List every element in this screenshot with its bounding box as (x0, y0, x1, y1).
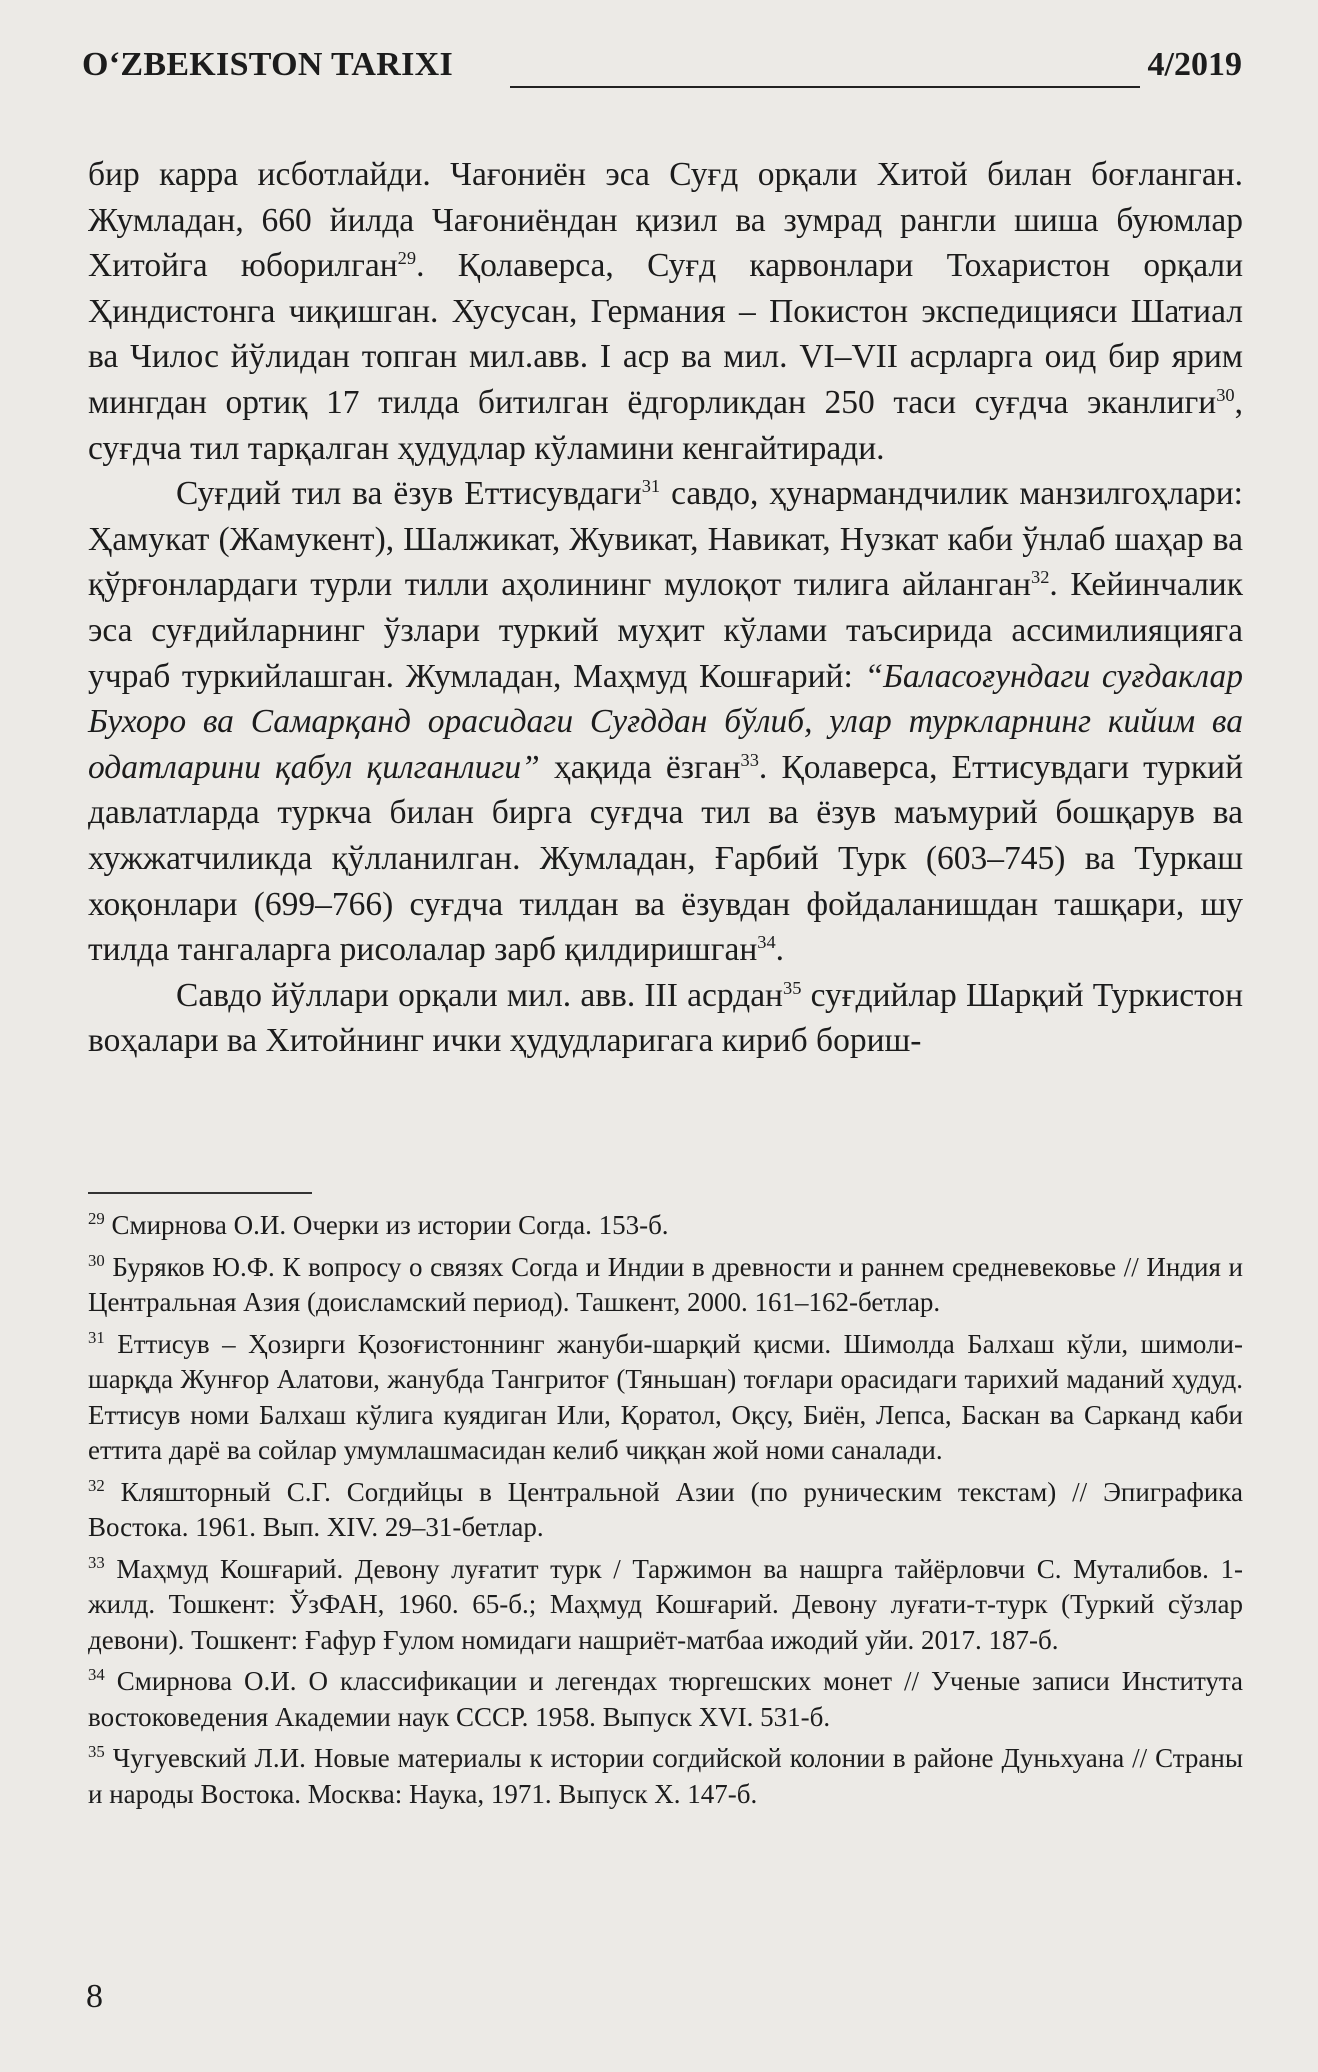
footnote-number: 33 (88, 1552, 105, 1572)
journal-title: O‘ZBEKISTON TARIXI (82, 46, 454, 83)
footnote-text: Еттисув – Ҳозирги Қозоғистоннинг жануби-шарқий қисми. Шимолда Балхаш кўли, шимоли-шарқда Жунғор Алатови, жанубда Тангритоғ (Тяньшан) тоғлари орасидаги тарихий маданий ҳудуд. Еттисув номи Балхаш кўлига куядиган Или, Қоратол, Оқсу, Биён, Лепса, Баскан ва Сарканд каби еттита дарё ва сойлар умумлашмасидан келиб чиққан жой номи саналади. (88, 1328, 1243, 1465)
text-run: бир карра исботлайди. Чағониён эса Суғд орқали Хитой билан боғланган. Жумладан, 660 йилда Чағониёндан қизил ва зумрад рангли шиша буюмлар Хитойга юборилган (88, 156, 1243, 285)
footnote-text: Буряков Ю.Ф. К вопросу о связях Согда и Индии в древности и раннем средневековье // Индия и Центральная Азия (доисламский период). Ташкент, 2000. 161–162-бетлар. (88, 1251, 1243, 1317)
issue-number: 4/2019 (1147, 46, 1242, 83)
footnote-32 (88, 1475, 1243, 1546)
footnote-number: 29 (88, 1209, 105, 1228)
footnote-number: 32 (88, 1475, 105, 1495)
article-body (88, 152, 1243, 1064)
footnote-number: 31 (88, 1327, 105, 1347)
footnote-ref-30[interactable]: 30 (1216, 384, 1235, 405)
footnote-29 (88, 1208, 1243, 1244)
footnote-ref-32[interactable]: 32 (1030, 567, 1050, 588)
footnote-number: 35 (88, 1742, 105, 1761)
text-run: , суғдча тил тарқалган ҳудудлар кўламини кенгайтиради. (88, 383, 1243, 467)
footnote-33 (88, 1552, 1243, 1659)
footnote-ref-33[interactable]: 33 (740, 749, 759, 770)
footnote-34 (88, 1664, 1243, 1735)
footnote-number: 34 (88, 1665, 105, 1684)
footnote-ref-35[interactable]: 35 (783, 977, 802, 998)
paragraph-2 (88, 471, 1243, 973)
footnote-text: Маҳмуд Кошғарий. Девону луғатит турк / Таржимон ва нашрга тайёрловчи С. Муталибов. 1-жилд. Тошкент: ЎзФАН, 1960. 65-б.; Маҳмуд Кошғарий. Девону луғати-т-турк (Туркий сўзлар девони). Тошкент: Ғафур Ғулом номидаги нашриёт-матбаа ижодий уйи. 2017. 187-б. (88, 1553, 1243, 1655)
text-run: ҳақида ёзган (539, 748, 741, 786)
quote: “Баласоғундаги суғдаклар Бухоро ва Самарқанд орасидаги Суғддан бўлиб, улар туркларнинг кийим ва одатларини қабул қилганлиги” (88, 657, 1243, 786)
footnote-number: 30 (88, 1250, 105, 1270)
text-run: . (775, 931, 785, 969)
footnote-text: Смирнова О.И. О классификации и легендах тюргешских монет // Ученые записи Института востоковедения Академии наук СССР. 1958. Выпуск XVI. 531-б. (88, 1666, 1244, 1732)
text-run: . Қолаверса, Еттисувдаги туркий давлатларда туркча билан бирга суғдча тил ва ёзув маъмурий бошқарув ва хужжатчиликда қўлланилган. Жумладан, Ғарбий Турк (603–745) ва Туркаш хоқонлари (699–766) суғдча тилдан ва ёзувдан фойдаланишдан ташқари, шу тилда тангаларга рисолалар зарб қилдиришган (88, 748, 1244, 969)
text-run: Суғдий тил ва ёзув Еттисувдаги (176, 475, 642, 513)
footnote-text: Смирнова О.И. Очерки из истории Согда. 153-б. (111, 1210, 669, 1240)
footnote-30 (88, 1250, 1243, 1321)
text-run: Савдо йўллари орқали мил. авв. III асрдан (176, 976, 783, 1014)
footnote-35 (88, 1741, 1243, 1812)
text-run: савдо, ҳунармандчилик манзилгоҳлари: Ҳамукат (Жамукент), Шалжикат, Жувикат, Навикат, Нузкат каби ўнлаб шаҳар ва қўрғонлардаги турли тилли аҳолининг мулоқот тилига айланган (88, 475, 1243, 604)
footnote-ref-34[interactable]: 34 (757, 931, 776, 952)
footnote-separator (88, 1192, 312, 1194)
header-rule (510, 86, 1140, 88)
footnote-ref-29[interactable]: 29 (397, 248, 417, 269)
text-run: суғдийлар Шарқий Туркистон воҳалари ва Хитойнинг ички ҳудудларигага кириб бориш- (88, 976, 1243, 1060)
footnote-ref-31[interactable]: 31 (641, 476, 661, 496)
page-number: 8 (86, 1978, 103, 2015)
paragraph-1 (88, 152, 1243, 471)
footnote-31 (88, 1327, 1243, 1469)
text-run: . Қолаверса, Суғд карвонлари Тохаристон орқали Ҳиндистонга чиқишган. Хусусан, Германия – Покистон экспедицияси Шатиал ва Чилос йўлидан топган мил.авв. I аср ва мил. VI–VII асрларга оид бир ярим мингдан ортиқ 17 тилда битилган ёдгорликдан 250 таси суғдча эканлиги (88, 247, 1243, 421)
running-header (82, 46, 1242, 96)
paragraph-3 (88, 973, 1243, 1064)
footnotes (88, 1208, 1243, 1818)
footnote-text: Кляшторный С.Г. Согдийцы в Центральной Азии (по руническим текстам) // Эпиграфика Востока. 1961. Вып. XIV. 29–31-бетлар. (88, 1476, 1243, 1542)
text-run: . Кейинчалик эса суғдийларнинг ўзлари туркий муҳит кўлами таъсирида ассимилияцияга учраб туркийлашган. Жумладан, Маҳмуд Кошғарий: (88, 566, 1244, 695)
footnote-text: Чугуевский Л.И. Новые материалы к истории согдийской колонии в районе Дуньхуана // Страны и народы Востока. Москва: Наука, 1971. Выпуск Х. 147-б. (88, 1743, 1243, 1809)
